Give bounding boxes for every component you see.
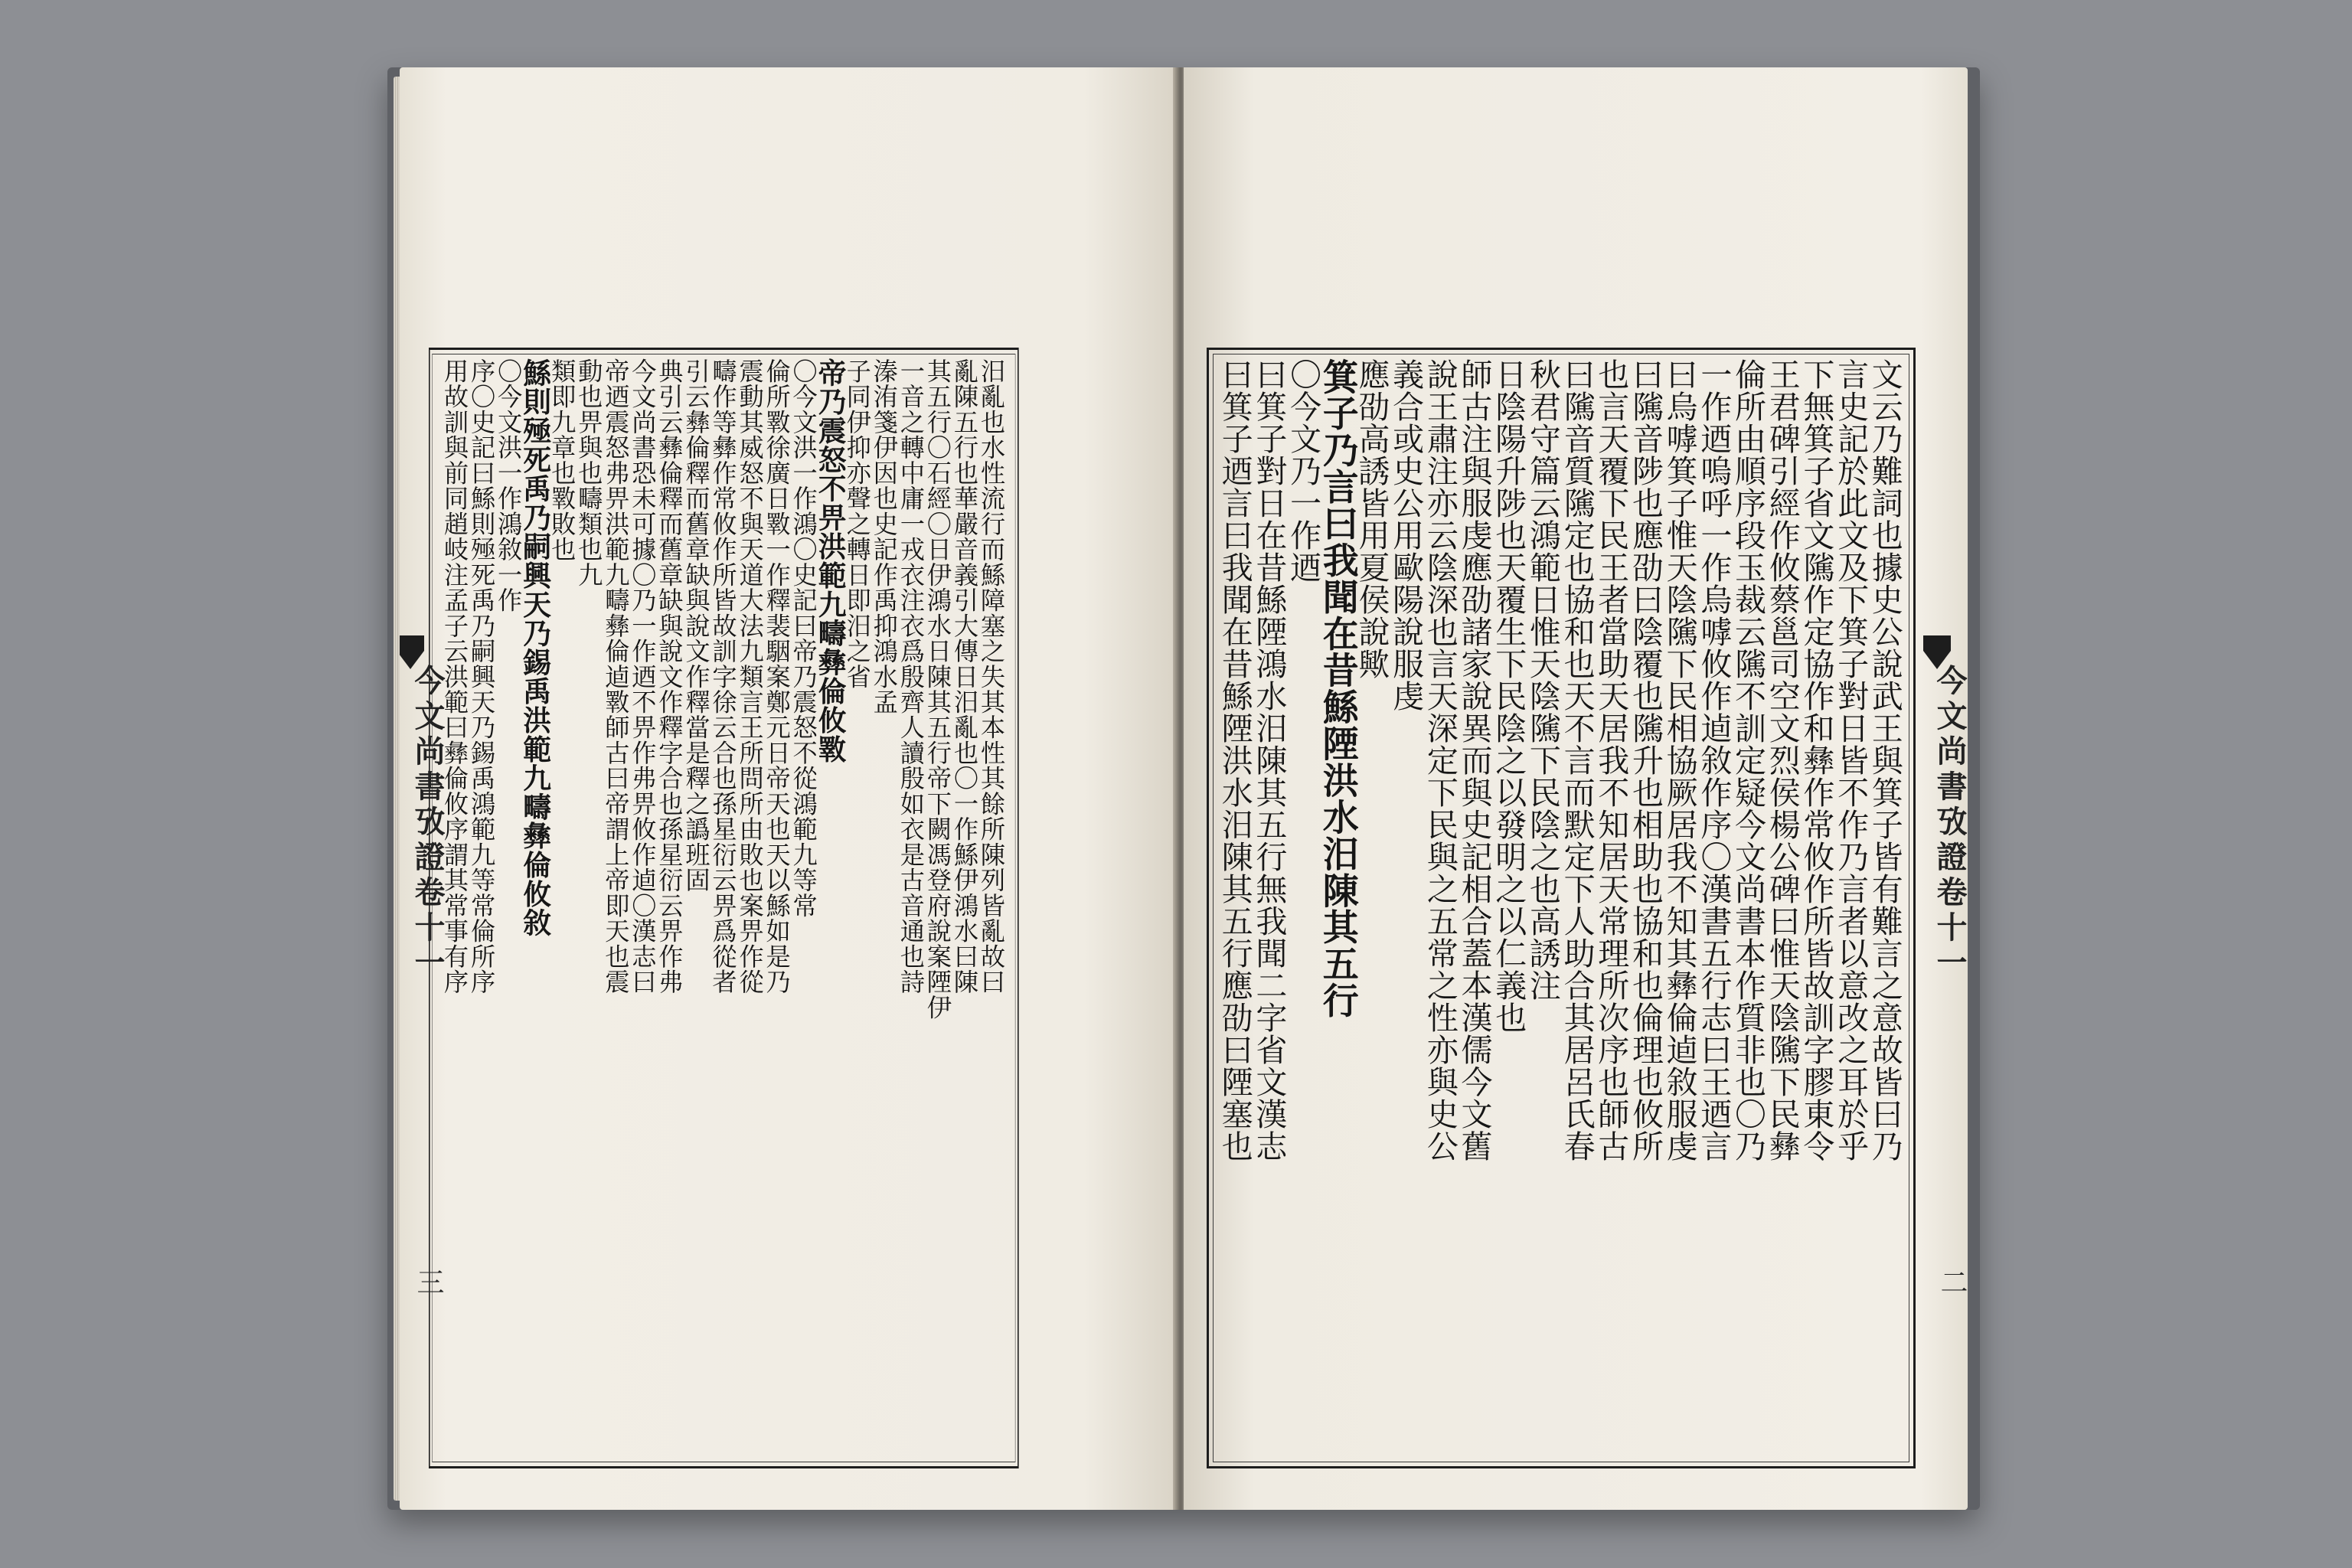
right-page-column: 也言天覆下民王者當助天居我不知居天常理所次序也師古: [1592, 358, 1630, 1162]
left-page-column: 今文尚書恐未可據〇乃一作迺不畀作弗畀攸作逌〇漢志曰: [628, 358, 658, 995]
left-page-column: 典引云彝倫釋而舊章缺與說文作釋字合也孫星衍云畀作弗: [655, 358, 684, 995]
left-page-column: 帝乃震怒不畀洪範九疇彝倫攸斁: [813, 358, 848, 764]
right-page-column: 日陰陽升陟也天覆生下民陰之以發明之以仁義也: [1490, 358, 1527, 1034]
left-running-title: 今文尚書攷證卷十一: [410, 665, 446, 982]
right-page-column: 秋君守篇云鴻範日惟天陰隲下民陰之也高誘注: [1524, 358, 1561, 1001]
left-page-column: 〇今文洪一作鴻敘一作: [494, 358, 524, 613]
right-page: [1184, 67, 1968, 1510]
right-page-column: 下無箕子省文隲作定協作和彝作常攸作所皆故訓字膠東令: [1798, 358, 1835, 1162]
right-page-column: 文云乃難詞也據史公說武王與箕子皆有難言之意故皆曰乃: [1866, 358, 1903, 1162]
right-folio: 二: [1936, 1268, 1968, 1295]
right-page-column: 箕子乃言曰我聞在昔鯀陻洪水汨陳其五行: [1316, 358, 1359, 1019]
right-page-column: 曰隲音陟也應劭曰陰覆也隲升也相助也協和也倫理也攸所: [1626, 358, 1664, 1162]
left-page-column: 一音之轉中庸一戎衣注衣爲殷齊人讀殷如衣是古音通也詩: [896, 358, 926, 995]
right-page-column: 曰烏嘑箕子惟天陰隲下民相協厥居我不知其彝倫逌敘服虔: [1661, 358, 1698, 1162]
left-page-column: 汨亂也水性流行而鯀障塞之失其本性其餘所陳列皆亂故曰: [976, 358, 1006, 995]
left-page-column: 引云彝倫釋而舊章缺與說文作釋當是釋之譌班固: [681, 358, 711, 893]
right-page-column: 一作迺嗚呼一作烏嘑攸作逌敘作序〇漢書五行志曰王迺言: [1695, 358, 1733, 1162]
right-page-column: 王君碑引經作攸蔡邕司空文烈侯楊公碑曰惟天陰隲下民彝: [1763, 358, 1801, 1162]
left-page-column: 序〇史記曰鯀則殛死禹乃嗣興天乃錫禹鴻範九等常倫所序: [467, 358, 497, 995]
right-page-column: 曰箕子對日在昔鯀陻鴻水汨陳其五行無我聞二字省文漢志: [1250, 358, 1288, 1162]
right-page-column: 說王肅注亦云陰深也言天深定下民與之五常之性亦與史公: [1421, 358, 1459, 1162]
right-page-text: [1217, 358, 1902, 1453]
left-page: [400, 67, 1178, 1510]
right-page-column: 言史記於此文及下箕子對日皆不作乃言者以意改之耳於乎: [1832, 358, 1870, 1162]
left-page-column: 疇作等彝作常攸作所皆故訓字徐云合也孫星衍云畀爲從者: [708, 358, 738, 995]
right-fishtail-ornament: [1923, 635, 1951, 669]
right-page-column: 義合或史公用歐陽說服虔: [1387, 358, 1425, 712]
right-page-column: 師古注與服虔應劭諸家說異而與史記相合蓋本漢儒今文舊: [1455, 358, 1493, 1162]
left-page-column: 溱洧箋伊因也史記作禹抑鴻水孟: [869, 358, 899, 715]
open-book: [387, 67, 1980, 1510]
left-page-column: 〇今文洪一作鴻〇史記曰帝乃震怒不從鴻範九等常: [789, 358, 818, 919]
left-page-column: 其五行〇石經〇日伊鴻水日陳其五行帝下闕馮登府說案陻伊: [923, 358, 952, 1021]
left-page-text: [441, 358, 1004, 1453]
left-page-column: 倫所斁徐廣日斁一作釋裴駰案鄭元日帝天也天以鯀如是乃: [762, 358, 792, 995]
left-page-column: 震動其威怒不與天道大法九類言王所問所由敗也案畀作從: [735, 358, 765, 995]
right-running-title: 今文尚書攷證卷十一: [1932, 665, 1968, 982]
right-page-column: 曰箕子迺言曰我聞在昔鯀陻洪水汨陳其五行應劭曰陻塞也: [1216, 358, 1253, 1162]
left-page-column: 帝迺震怒弗畀洪範九疇彝倫逌斁師古曰帝謂上帝即天也震: [601, 358, 631, 995]
right-page-column: 倫所由順序段玉裁云隲不訓定疑今文尚書本作質非也〇乃: [1730, 358, 1766, 1162]
right-page-column: 〇今文乃一作迺: [1285, 358, 1322, 583]
left-page-column: 子同伊抑亦聲之轉日即汨之省: [842, 358, 872, 690]
left-page-column: 用故訓與前同趙岐注孟子云洪範曰彝倫攸序謂其常事有序: [440, 358, 470, 995]
left-folio: 三: [413, 1268, 444, 1295]
left-page-column: 類即九章也斁敗也: [547, 358, 577, 562]
left-page-column: 鯀則殛死禹乃嗣興天乃錫禹洪範九疇彝倫攸敘: [518, 358, 553, 937]
left-page-column: 動也畀與也疇類也九: [574, 358, 604, 588]
left-page-column: 亂陳五行也華嚴音義引大傳日汨亂也〇一作鯀伊鴻水曰陳: [949, 358, 979, 995]
right-page-column: 應劭高誘皆用夏侯說歟: [1353, 358, 1390, 680]
left-fishtail-ornament: [400, 635, 424, 669]
right-page-column: 曰隲音質隲定也協和也天不言而默定下人助合其居呂氏春: [1558, 358, 1596, 1162]
